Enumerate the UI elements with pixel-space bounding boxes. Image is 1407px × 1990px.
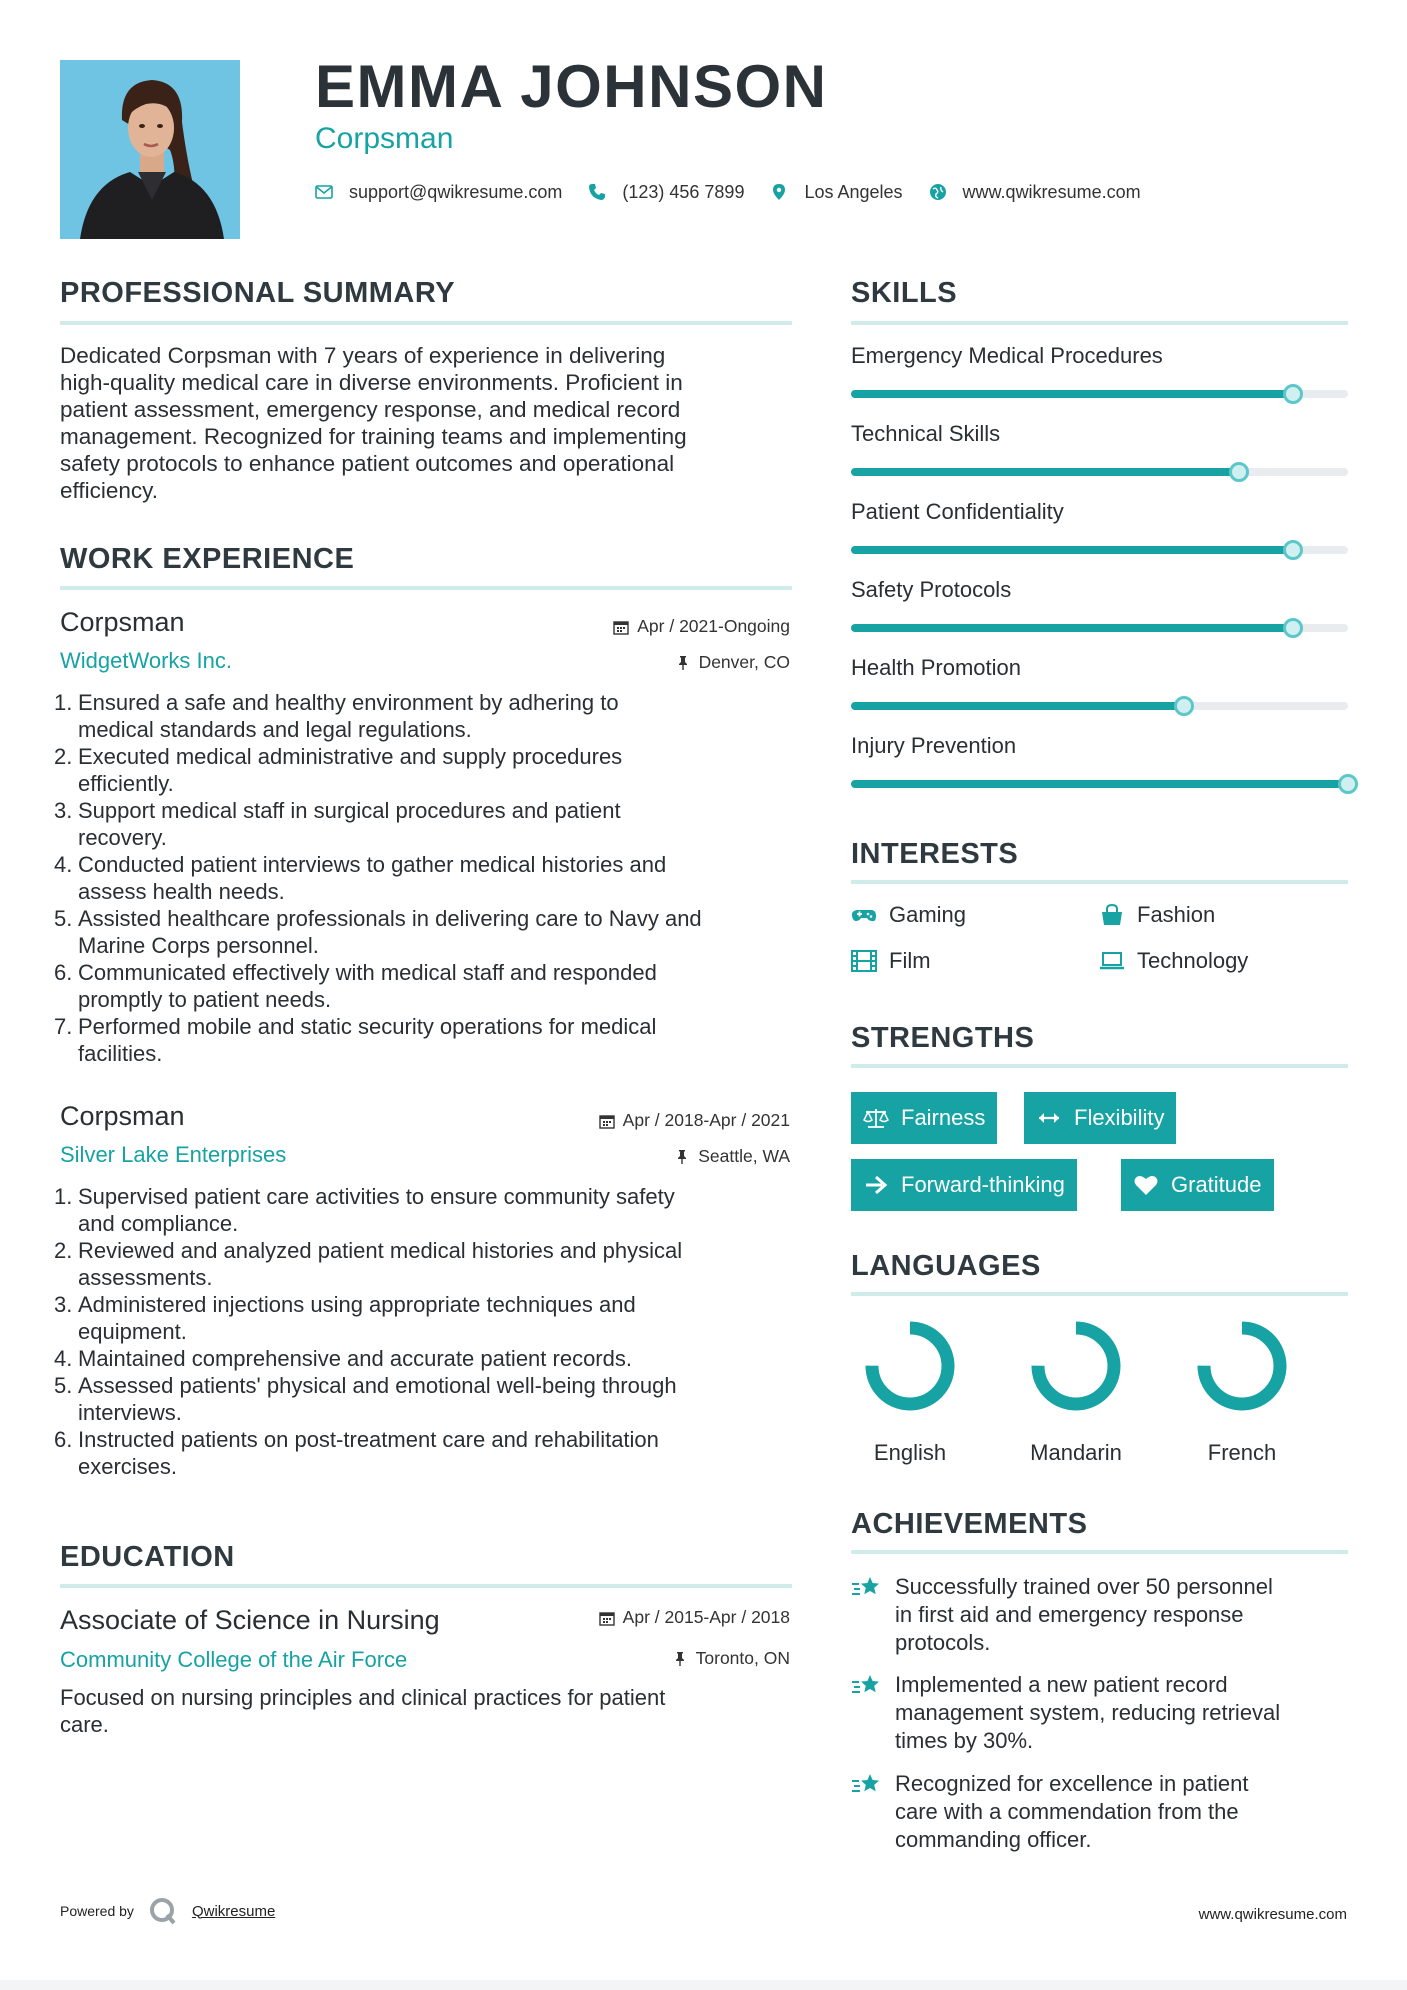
profile-photo xyxy=(60,60,240,239)
job-dates-text: Apr / 2021-Ongoing xyxy=(637,616,790,636)
contact-email[interactable]: support@qwikresume.com xyxy=(349,181,563,202)
skill-bar-knob xyxy=(1229,462,1249,482)
resume-page: EMMA JOHNSON Corpsman support@qwikresume.com (123) 456 7899 Los Angeles www.qwikresume.com PROFESSIONAL SUMMARY Dedicated Corpsman with 7 years of experience in delivering high-quality medical care in diverse environments. Proficient in patient assessment, emergency response, and medical record management. Recognized for training teams and implementing safety protocols to enhance patient outcomes and operational efficiency. WORK EXPERIENCE Corpsman WidgetWorks Inc. Apr / 2021-Ongoing Denver, CO 1. Ensured a safe and healthy environment by adhering to medical standards and legal regulations. 2. Executed medical administrative and supply procedures efficiently. 3. Support medical staff in surgical procedures and patient recovery. 4. Conducted patient interviews to gather medical histories and assess health needs. 5. Assisted healthcare professionals in delivering care to Navy and Marine Corps personnel. 6. Communicated effectively with medical staff and responded promptly to patient needs. 7. Performed mobile and static security operations for medical facilities. Corpsman Silver Lake Enterprises Apr / 2018-Apr / 2021 Seattle, WA 1. Supervised patient care activities to ensure community safety and compliance. 2. Reviewed and analyzed patient medical histories and physical assessments. 3. Administered injections using appropriate techniques and equipment. 4. Maintained comprehensive and accurate patient records. 5. Assessed patients' physical and emotional well-being through interviews. 6. Instructed patients on post-treatment care and rehabilitation exercises. EDUCATION Associate of Science in Nursing Community College of the Air Force Apr / 2015-Apr / 2018 Toronto, ON Focused on nursing principles and clinical practices for patient care. SKILLS Emergency Medical Procedures Technical Skills Patient Confidentiality Safety Protocols Health Promotion Injury Prevention INTERESTS Gaming Fashion Film Technology STRENGTHS Fairness Flexibility Forward-thinking Gratitude LANGUAGES English Mandarin French ACHIEVEMENTS Successfully trained over 50 personnel in first aid and emergency response protocols. Implemented a new patient record management system, reducing retrieval times by 30%. Recognized for excellence in patient care with a commendation from the commanding officer. Powered by Qwikresume www.qwikresume.com xyxy=(0,0,1407,1990)
skill-bar-fill xyxy=(851,546,1293,554)
shooting-star-icon xyxy=(851,1772,881,1798)
strength-fairness: Fairness xyxy=(851,1092,997,1144)
school-name: Community College of the Air Force xyxy=(60,1647,408,1672)
degree-title: Associate of Science in Nursing xyxy=(60,1605,440,1635)
skill-bar-knob xyxy=(1283,384,1303,404)
shooting-star-icon xyxy=(851,1575,881,1601)
qwikresume-logo-icon xyxy=(148,1896,178,1926)
list-item: 4. Conducted patient interviews to gather medical histories and assess health needs. xyxy=(54,852,667,904)
language-ring xyxy=(1028,1318,1124,1414)
interests-rule xyxy=(851,880,1348,884)
heart-icon xyxy=(1133,1174,1159,1196)
skill-bar-fill xyxy=(851,780,1348,788)
map-pin-icon xyxy=(770,183,788,201)
skill-label: Emergency Medical Procedures xyxy=(851,343,1163,368)
skill-bar-fill xyxy=(851,390,1293,398)
job-bullets xyxy=(54,689,800,1067)
education-rule xyxy=(60,1584,792,1588)
skill-bar xyxy=(851,780,1348,788)
language-ring xyxy=(1194,1318,1290,1414)
balance-scale-icon xyxy=(863,1107,889,1129)
job-location xyxy=(675,652,790,673)
shopping-bag-icon xyxy=(1099,904,1125,926)
footer-strip xyxy=(0,1980,1407,1990)
job-location-text: Denver, CO xyxy=(698,652,790,672)
skill-bar xyxy=(851,468,1348,476)
footer-powered-by xyxy=(60,1896,275,1926)
strength-gratitude: Gratitude xyxy=(1121,1159,1274,1211)
list-item: 3. Support medical staff in surgical procedures and patient recovery. xyxy=(54,798,621,850)
summary-heading: PROFESSIONAL SUMMARY xyxy=(60,277,456,309)
summary-line: patient assessment, emergency response, and medical record xyxy=(60,397,681,422)
strength-flexibility: Flexibility xyxy=(1024,1092,1176,1144)
achievements-rule xyxy=(851,1550,1348,1554)
language-ring-arc xyxy=(872,1328,948,1404)
skill-label: Injury Prevention xyxy=(851,733,1017,758)
skill-bar-knob xyxy=(1283,540,1303,560)
gamepad-icon xyxy=(851,904,877,926)
strengths-rule xyxy=(851,1064,1348,1068)
skill-bar-knob xyxy=(1283,618,1303,638)
arrow-right-icon xyxy=(863,1174,889,1196)
strength-forward-thinking: Forward-thinking xyxy=(851,1159,1077,1211)
job-dates-text: Apr / 2018-Apr / 2021 xyxy=(622,1110,790,1130)
laptop-icon xyxy=(1099,950,1125,972)
experience-heading: WORK EXPERIENCE xyxy=(60,543,355,575)
skill-bar-fill xyxy=(851,702,1184,710)
list-item: 5. Assessed patients' physical and emotional well-being through interviews. xyxy=(54,1373,677,1425)
skill-bar xyxy=(851,624,1348,632)
interest-gaming: Gaming xyxy=(851,902,966,928)
footer-url[interactable]: www.qwikresume.com xyxy=(1198,1906,1347,1923)
skill-bar-knob xyxy=(1174,696,1194,716)
job-title: Corpsman xyxy=(60,607,185,637)
job-dates xyxy=(613,616,790,637)
job-location xyxy=(674,1146,790,1167)
strengths-heading: STRENGTHS xyxy=(851,1022,1035,1054)
globe-icon xyxy=(929,183,947,201)
contact-location: Los Angeles xyxy=(804,181,903,202)
language-ring xyxy=(862,1318,958,1414)
phone-icon xyxy=(588,183,606,201)
pushpin-icon xyxy=(674,1149,690,1165)
interest-film: Film xyxy=(851,948,931,974)
job-dates xyxy=(599,1110,790,1131)
language-label: French xyxy=(1207,1440,1277,1465)
summary-line: safety protocols to enhance patient outcomes and operational xyxy=(60,451,675,476)
language-ring-arc xyxy=(1204,1328,1280,1404)
calendar-icon xyxy=(599,1113,615,1129)
summary-text xyxy=(60,342,800,504)
list-item: 7. Performed mobile and static security operations for medical facilities. xyxy=(54,1014,657,1066)
qwikresume-link[interactable]: Qwikresume xyxy=(191,1902,276,1920)
calendar-icon xyxy=(613,619,629,635)
summary-line: Dedicated Corpsman with 7 years of experience in delivering xyxy=(60,343,666,368)
language-label: Mandarin xyxy=(1030,1440,1122,1465)
list-item: 5. Assisted healthcare professionals in delivering care to Navy and Marine Corps personnel. xyxy=(54,906,702,958)
interest-technology: Technology xyxy=(1099,948,1248,974)
education-dates-text: Apr / 2015-Apr / 2018 xyxy=(622,1607,790,1627)
job-title: Corpsman xyxy=(60,1101,185,1131)
education-location-text: Toronto, ON xyxy=(695,1648,790,1668)
envelope-icon xyxy=(315,183,333,201)
job-location-text: Seattle, WA xyxy=(698,1146,790,1166)
job-company: WidgetWorks Inc. xyxy=(60,648,232,673)
interest-fashion: Fashion xyxy=(1099,902,1215,928)
list-item: 4. Maintained comprehensive and accurate patient records. xyxy=(54,1346,632,1371)
list-item: 2. Executed medical administrative and supply procedures efficiently. xyxy=(54,744,623,796)
list-item: 3. Administered injections using appropriate techniques and equipment. xyxy=(54,1292,636,1344)
language-item xyxy=(1172,1318,1312,1466)
pushpin-icon xyxy=(675,655,691,671)
contact-phone[interactable]: (123) 456 7899 xyxy=(622,181,745,202)
pushpin-icon xyxy=(672,1651,688,1667)
film-icon xyxy=(851,950,877,972)
powered-by-text: Powered by xyxy=(60,1903,134,1919)
skill-label: Safety Protocols xyxy=(851,577,1012,602)
language-item xyxy=(1006,1318,1146,1466)
skills-rule xyxy=(851,321,1348,325)
shooting-star-icon xyxy=(851,1673,881,1699)
education-dates xyxy=(599,1607,790,1628)
skill-label: Health Promotion xyxy=(851,655,1021,680)
list-item: 1. Supervised patient care activities to ensure community safety and compliance. xyxy=(54,1184,675,1236)
job-bullets xyxy=(54,1183,800,1480)
language-label: English xyxy=(873,1440,947,1465)
calendar-icon xyxy=(599,1610,615,1626)
summary-line: management. Recognized for training teams and implementing xyxy=(60,424,687,449)
skill-bar xyxy=(851,390,1348,398)
education-heading: EDUCATION xyxy=(60,1541,235,1573)
summary-line: high-quality medical care in diverse environments. Proficient in xyxy=(60,370,683,395)
languages-rule xyxy=(851,1292,1348,1296)
contact-bar xyxy=(315,180,1167,204)
languages-heading: LANGUAGES xyxy=(851,1250,1041,1282)
achievements-heading: ACHIEVEMENTS xyxy=(851,1508,1088,1540)
language-item xyxy=(840,1318,980,1466)
skill-bar-fill xyxy=(851,624,1293,632)
skill-label: Patient Confidentiality xyxy=(851,499,1064,524)
list-item: 6. Communicated effectively with medical staff and responded promptly to patient needs. xyxy=(54,960,657,1012)
skill-label: Technical Skills xyxy=(851,421,1001,446)
candidate-title: Corpsman xyxy=(315,122,454,155)
summary-line: efficiency. xyxy=(60,478,158,503)
contact-website[interactable]: www.qwikresume.com xyxy=(962,181,1141,202)
arrows-horizontal-icon xyxy=(1036,1107,1062,1129)
list-item: 6. Instructed patients on post-treatment care and rehabilitation exercises. xyxy=(54,1427,659,1479)
summary-rule xyxy=(60,321,792,325)
job-company: Silver Lake Enterprises xyxy=(60,1142,287,1167)
list-item: 2. Reviewed and analyzed patient medical histories and physical assessments. xyxy=(54,1238,683,1290)
list-item: 1. Ensured a safe and healthy environment by adhering to medical standards and legal regulations. xyxy=(54,690,619,742)
experience-rule xyxy=(60,586,792,590)
skill-bar xyxy=(851,546,1348,554)
education-description: Focused on nursing principles and clinical practices for patient care. xyxy=(60,1685,666,1737)
interests-heading: INTERESTS xyxy=(851,838,1019,870)
language-ring-arc xyxy=(1038,1328,1114,1404)
skill-bar xyxy=(851,702,1348,710)
skill-bar-knob xyxy=(1338,774,1358,794)
skill-bar-fill xyxy=(851,468,1239,476)
candidate-name: EMMA JOHNSON xyxy=(315,53,828,120)
skills-heading: SKILLS xyxy=(851,277,958,309)
education-location xyxy=(672,1648,790,1669)
